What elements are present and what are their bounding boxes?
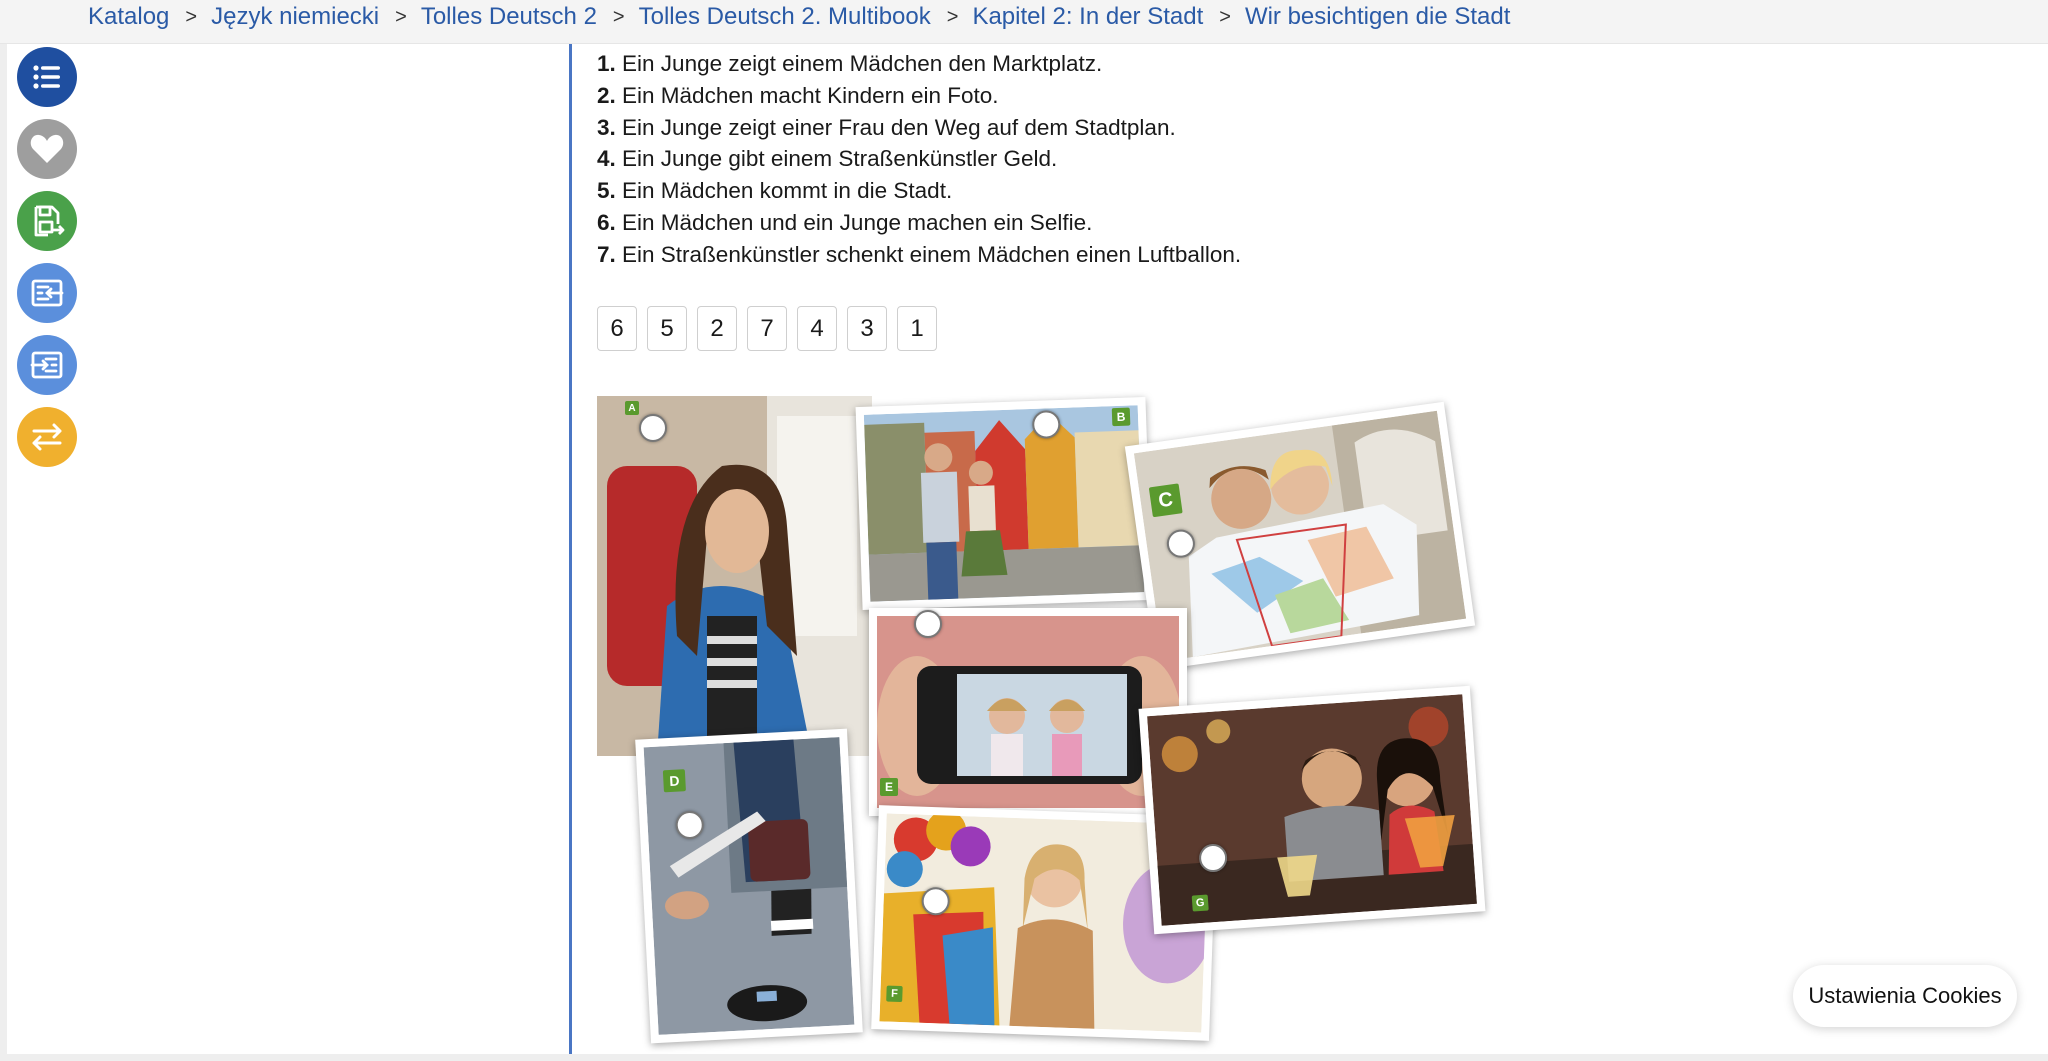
sentence-text: Ein Mädchen und ein Junge machen ein Selfie. — [622, 209, 1093, 235]
list-item — [597, 175, 1241, 207]
list-item — [597, 143, 1241, 175]
save-export-button[interactable] — [17, 191, 77, 251]
answer-box[interactable]: 2 — [697, 306, 737, 351]
sentence-text: Ein Mädchen macht Kindern ein Foto. — [622, 82, 999, 108]
photo-collage — [597, 396, 1477, 1048]
list-item — [597, 239, 1241, 271]
breadcrumb-link-chapter[interactable]: Kapitel 2: In der Stadt — [972, 3, 1204, 30]
save-export-icon — [28, 202, 66, 240]
photo-d — [635, 729, 863, 1044]
answer-boxes — [597, 306, 937, 351]
export-icon — [28, 346, 66, 384]
swap-icon — [28, 418, 66, 456]
page-frame-bottom — [0, 1054, 2048, 1061]
list-item — [597, 112, 1241, 144]
couple-in-old-town-image — [864, 405, 1144, 601]
answer-box[interactable]: 4 — [797, 306, 837, 351]
favorite-button[interactable] — [17, 119, 77, 179]
photo-b — [856, 397, 1153, 610]
answer-box[interactable]: 7 — [747, 306, 787, 351]
list-icon — [28, 58, 66, 96]
answer-box[interactable]: 1 — [897, 306, 937, 351]
import-button[interactable] — [17, 263, 77, 323]
label-f: F — [886, 986, 903, 1003]
radio-photo-e[interactable] — [914, 610, 942, 638]
swap-button[interactable] — [17, 407, 77, 467]
breadcrumb-bar — [0, 0, 2048, 44]
sentence-number: 1. — [597, 51, 616, 76]
breadcrumb-link-lesson[interactable]: Wir besichtigen die Stadt — [1244, 3, 1511, 30]
phone-photo-of-kids-image — [877, 616, 1179, 808]
breadcrumb-separator: > — [1219, 5, 1231, 28]
breadcrumb-separator: > — [185, 5, 198, 28]
breadcrumb-link-multibook[interactable]: Tolles Deutsch 2. Multibook — [638, 3, 931, 30]
heart-icon — [28, 130, 66, 168]
sentence-number: 2. — [597, 82, 616, 108]
breadcrumb — [88, 0, 1510, 34]
couple-selfie-drinks-image — [1147, 694, 1477, 926]
label-c: C — [1149, 483, 1183, 517]
sentence-text: Ein Mädchen kommt in die Stadt. — [622, 178, 953, 204]
sentence-text: Ein Junge zeigt einem Mädchen den Marktplatz. — [622, 51, 1103, 76]
export-button[interactable] — [17, 335, 77, 395]
label-a: A — [625, 401, 639, 415]
label-d: D — [663, 769, 686, 792]
breadcrumb-separator: > — [612, 5, 625, 28]
label-g: G — [1192, 894, 1209, 911]
answer-box[interactable]: 6 — [597, 306, 637, 351]
sentence-number: 4. — [597, 146, 616, 172]
sentence-text: Ein Junge gibt einem Straßenkünstler Geld. — [622, 146, 1058, 172]
list-item — [597, 80, 1241, 112]
sentence-number: 5. — [597, 178, 616, 204]
import-icon — [28, 274, 66, 312]
list-item — [597, 207, 1241, 239]
breadcrumb-link-course[interactable]: Tolles Deutsch 2 — [420, 3, 597, 30]
sentence-text: Ein Junge zeigt einer Frau den Weg auf dem Stadtplan. — [622, 114, 1176, 140]
list-item — [597, 48, 1241, 80]
breadcrumb-link-language[interactable]: Język niemiecki — [211, 3, 380, 30]
sentence-text: Ein Straßenkünstler schenkt einem Mädchen einen Luftballon. — [622, 241, 1242, 267]
answer-box[interactable]: 5 — [647, 306, 687, 351]
page-frame-left — [0, 44, 7, 1061]
photo-g — [1139, 686, 1486, 935]
label-b: B — [1112, 408, 1131, 427]
breadcrumb-link-catalog[interactable]: Katalog — [88, 3, 170, 30]
radio-photo-a[interactable] — [639, 414, 667, 442]
content-divider — [569, 44, 572, 1054]
table-of-contents-button[interactable] — [17, 47, 77, 107]
sentence-list — [597, 48, 1241, 271]
breadcrumb-separator: > — [946, 5, 959, 28]
answer-box[interactable]: 3 — [847, 306, 887, 351]
sentence-number: 3. — [597, 114, 616, 140]
girl-on-train-image — [597, 396, 872, 756]
sentence-number: 7. — [597, 241, 616, 267]
label-e: E — [880, 778, 898, 796]
cookie-settings-button[interactable]: Ustawienia Cookies — [1793, 965, 2017, 1027]
breadcrumb-separator: > — [395, 5, 407, 28]
photo-a — [597, 396, 872, 756]
sentence-number: 6. — [597, 209, 616, 235]
